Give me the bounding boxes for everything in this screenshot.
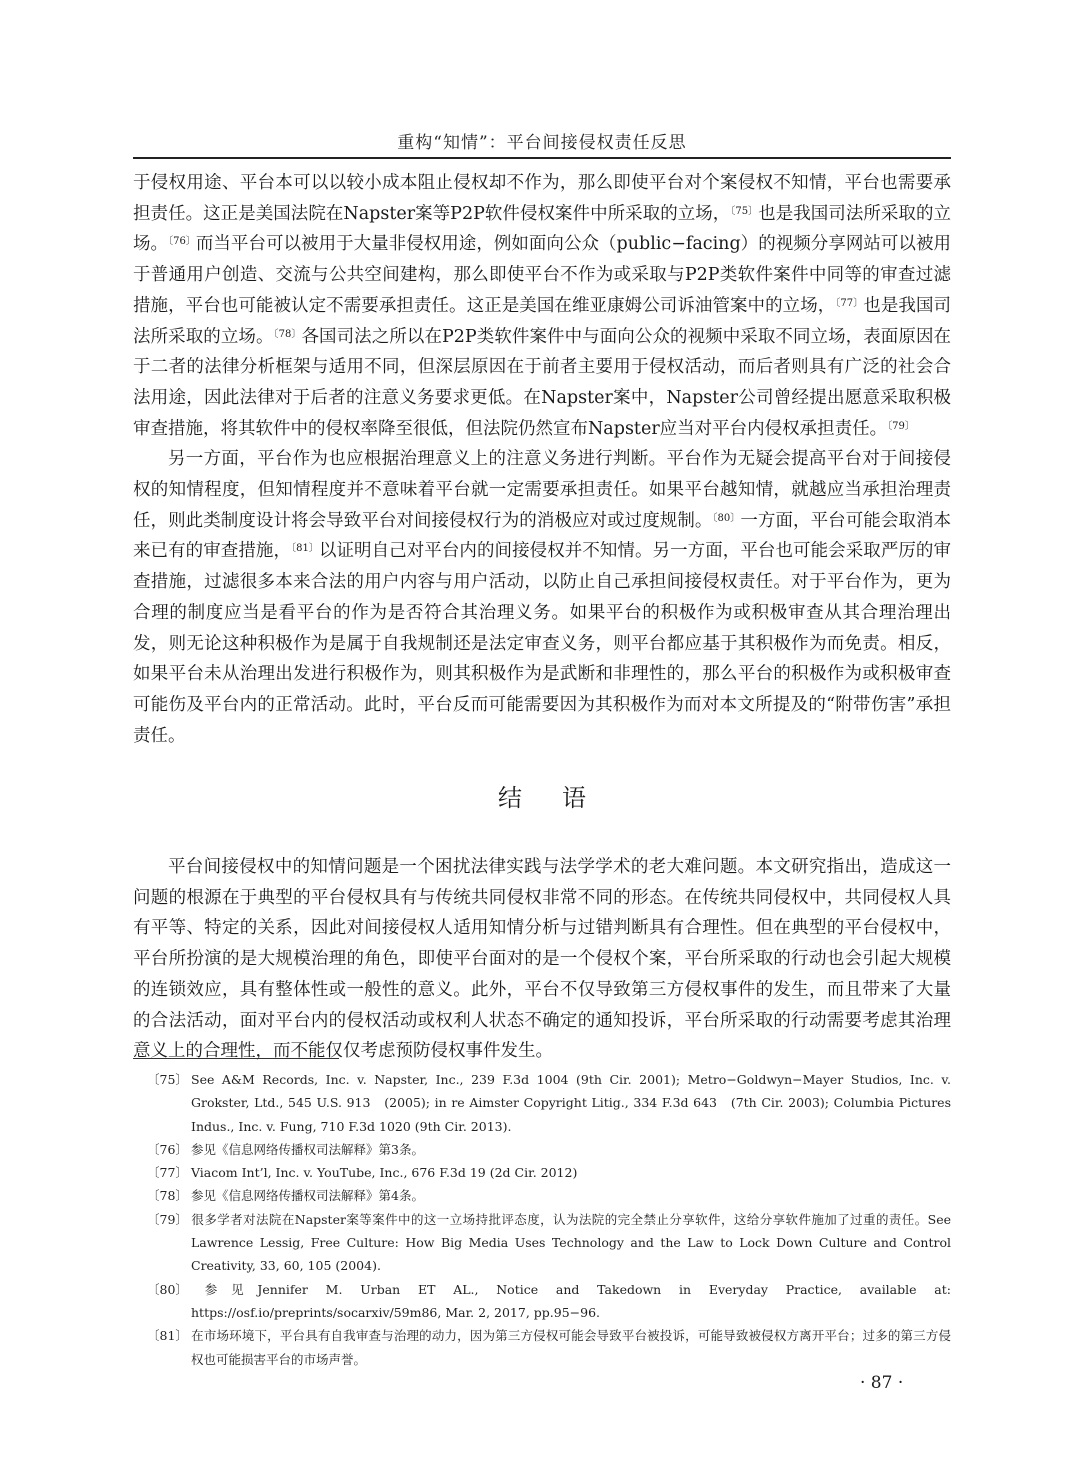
paragraph-1-part-a: 于侵权用途、平台本可以以较小成本阻止侵权却不作为，那么即使平台对个案侵权不知情，平台也需要承担责任。这正是美国法院在Napster案等P2P软件侵权案件中所采取的立场，: [133, 173, 951, 224]
paragraph-1-part-b: 也是我国司法所采取的立场。: [133, 203, 951, 255]
footnote-ref-81[interactable]: 〔81〕: [291, 543, 319, 555]
footnote-ref-78[interactable]: 〔78〕: [273, 328, 302, 340]
footnote-ref-79[interactable]: 〔79〕: [887, 420, 915, 432]
footnote-number: 〔81〕: [147, 1328, 188, 1344]
footnote-ref-75[interactable]: 〔75〕: [730, 205, 759, 217]
page-number: · 87 ·: [860, 1373, 904, 1393]
footnote-text: 参见《信息网络传播权司法解释》第3条。: [191, 1141, 424, 1157]
conclusion-paragraph: 平台间接侵权中的知情问题是一个困扰法律实践与法学学术的老大难问题。本文研究指出，造成这一问题的根源在于典型的平台侵权具有与传统共同侵权非常不同的形态。在传统共同侵权中，共同侵权人具有平等、特定的关系，因此对间接侵权人适用知情分析与过错判断具有合理性。但在典型的平台侵权中，平台所扮演的是大规模治理的角色，即使平台面对的是一个侵权个案，平台所采取的行动也会引起大规模的连锁效应，具有整体性或一般性的意义。此外，平台不仅导致第三方侵权事件的发生，而且带来了大量的合法活动，面对平台内的侵权活动或权利人状态不确定的通知投诉，平台所采取的行动需要考虑其治理意义上的合理性，而不能仅仅考虑预防侵权事件发生。: [133, 857, 951, 1062]
footnote-number: 〔80〕: [147, 1281, 188, 1297]
paragraph-2-part-a: 另一方面，平台作为也应根据治理意义上的注意义务进行判断。平台作为无疑会提高平台对于间接侵权的知情程度，但知情程度并不意味着平台就一定需要承担责任。如果平台越知情，就越应当承担治理责任，则此类制度设计将会导致平台对间接侵权行为的消极应对或过度规制。: [133, 449, 951, 531]
footnote-text: 很多学者对法院在Napster案等案件中的这一立场持批评态度，认为法院的完全禁止分享软件，这给分享软件施加了过重的责任。See Lawrence Lessig, Free Culture: How Big Media Uses Technology and the Law to Lock Down Culture and Control Creativity, 33, 60, 105 (2004).: [191, 1211, 951, 1274]
footnote-76: [147, 1138, 951, 1161]
paragraph-2-part-c: 以证明自己对平台内的间接侵权并不知情。另一方面，平台也可能会采取严厉的审查措施，过滤很多本来合法的用户内容与用户活动，以防止自己承担间接侵权责任。对于平台作为，更为合理的制度应当是看平台的作为是否符合其治理义务。如果平台的积极作为或积极审查从其合理治理出发，则无论这种积极作为是属于自我规制还是法定审查义务，则平台都应基于其积极作为而免责。相反，如果平台未从治理出发进行积极作为，则其积极作为是武断和非理性的，那么平台的积极作为或积极审查可能伤及平台内的正常活动。此时，平台反而可能需要因为其积极作为而对本文所提及的“附带伤害”承担责任。: [133, 541, 951, 746]
running-head: 重构“知情”：平台间接侵权责任反思: [397, 133, 687, 153]
footnotes: [147, 1068, 951, 1371]
footnote-number: 〔78〕: [147, 1188, 188, 1204]
footnote-number: 〔75〕: [147, 1072, 188, 1087]
footnote-text: 在市场环境下，平台具有自我审查与治理的动力，因为第三方侵权可能会导致平台被投诉，可能导致被侵权方离开平台；过多的第三方侵权也可能损害平台的市场声誉。: [191, 1328, 951, 1367]
footnote-text: 参见《信息网络传播权司法解释》第4条。: [191, 1188, 424, 1204]
footnote-81: [147, 1324, 951, 1371]
footnote-80: [147, 1278, 951, 1325]
section-title: 结语: [498, 784, 626, 812]
footnote-75: [147, 1068, 951, 1138]
paragraph-1: [133, 168, 951, 444]
paragraph-1-part-e: 各国司法之所以在P2P类软件案件中与面向公众的视频中采取不同立场，表面原因在于二者的法律分析框架与适用不同，但深层原因在于前者主要用于侵权活动，而后者则具有广泛的社会合法用途，因此法律对于后者的注意义务要求更低。在Napster案中，Napster公司曾经提出愿意采取积极审查措施，将其软件中的侵权率降至很低，但法院仍然宣布Napster应当对平台内侵权承担责任。: [133, 326, 952, 439]
footnote-text: Viacom Int’l, Inc. v. YouTube, Inc., 676 F.3d 19 (2d Cir. 2012): [191, 1165, 578, 1181]
footnote-79: [147, 1208, 951, 1278]
paragraph-2-part-b: 一方面，平台可能会取消本来已有的审查措施，: [133, 510, 952, 562]
footnote-rule: [133, 1058, 339, 1059]
paragraph-2: [133, 444, 951, 751]
paragraph-1-part-d: 也是我国司法所采取的立场。: [133, 295, 952, 347]
header-rule: [133, 157, 951, 159]
conclusion-section: [133, 852, 951, 1067]
footnote-number: 〔79〕: [147, 1211, 188, 1227]
footnote-78: [147, 1184, 951, 1207]
body-text: [133, 168, 951, 751]
paragraph-1-part-c: 而当平台可以被用于大量非侵权用途，例如面向公众（public−facing）的视频分享网站可以被用于普通用户创造、交流与公共空间建构，那么即使平台不作为或采取与P2P类软件案件中同等的审查过滤措施，平台也可能被认定不需要承担责任。这正是美国在维亚康姆公司诉油管案中的立场，: [133, 234, 951, 316]
footnote-text: See A&M Records, Inc. v. Napster, Inc., 239 F.3d 1004 (9th Cir. 2001); Metro−Goldwyn−Mayer Studios, Inc. v. Grokster, Ltd., 545 U.S. 913 (2005); in re Aimster Copyright Litig., 334 F.3d 643 (7th Cir. 2003); Columbia Pictures Indus., Inc. v. Fung, 710 F.3d 1020 (9th Cir. 2013).: [191, 1072, 951, 1134]
footnote-number: 〔77〕: [147, 1165, 188, 1181]
footnote-ref-77[interactable]: 〔77〕: [835, 297, 864, 309]
footnote-ref-80[interactable]: 〔80〕: [712, 512, 741, 524]
footnote-number: 〔76〕: [147, 1141, 188, 1157]
footnote-77: [147, 1161, 951, 1184]
footnote-ref-76[interactable]: 〔76〕: [168, 236, 196, 248]
footnote-text: 参见Jennifer M. Urban ET AL., Notice and Takedown in Everyday Practice, available at: https://osf.io/preprints/socarxiv/59m86, Mar. 2, 2017, pp.95−96.: [191, 1281, 951, 1320]
